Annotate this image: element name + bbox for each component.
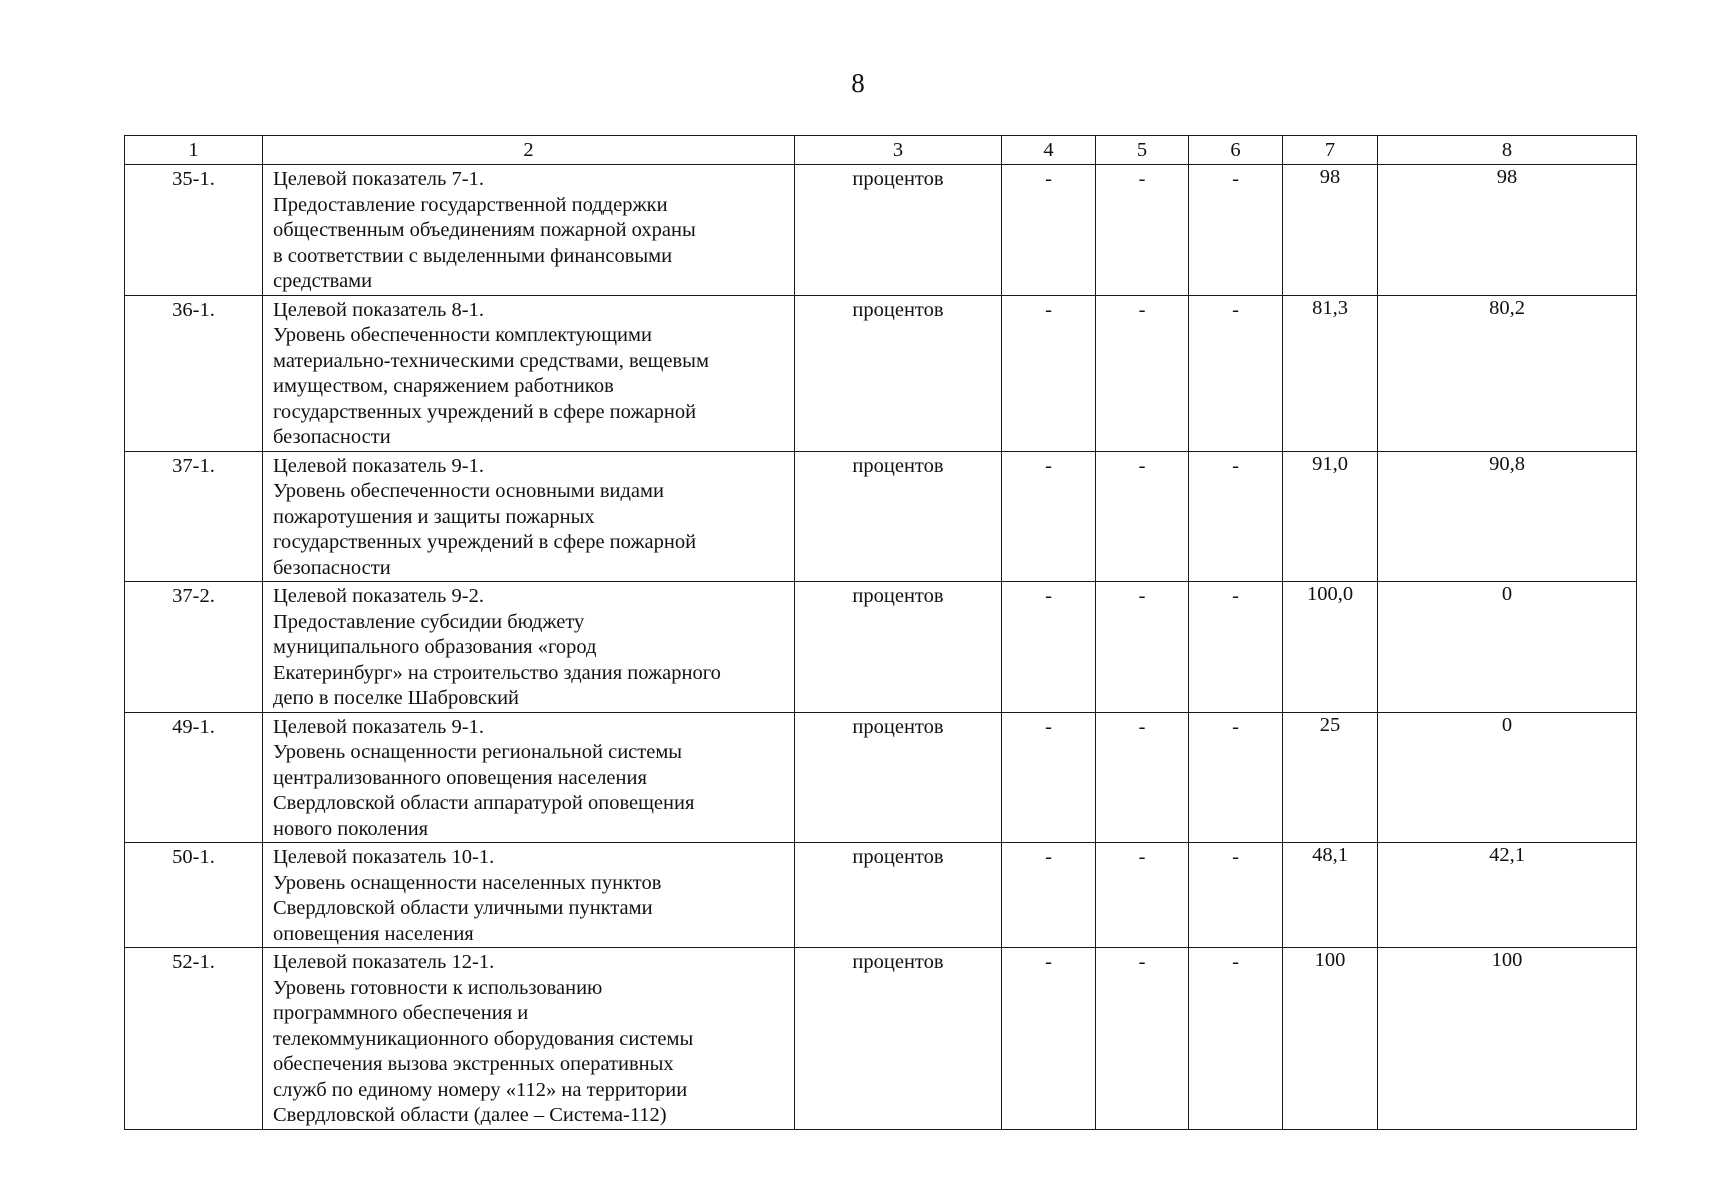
indicator-name-line: служб по единому номеру «112» на территории [273,1078,688,1101]
indicator-name-line: Целевой показатель 9-2. [273,585,484,607]
header-cell: 6 [1189,136,1283,165]
col4-cell: - [1002,712,1096,843]
indicator-name-line: Уровень обеспеченности основными видами [273,480,664,502]
col6-cell: - [1189,295,1283,451]
header-cell: 2 [263,136,795,165]
col7-cell: 100,0 [1283,582,1378,713]
indicator-name-line: депо в поселке Шабровский [273,687,520,709]
table-row [125,451,1637,582]
indicator-name-line: материально-техническими средствами, вещевым [273,349,709,372]
row-number: 52-1. [125,948,263,1130]
row-number: 37-2. [125,582,263,713]
indicator-name [263,712,795,843]
indicator-name-line: Свердловской области уличными пунктами [273,897,653,919]
header-cell: 1 [125,136,263,165]
row-number: 36-1. [125,295,263,451]
unit-cell: процентов [795,165,1002,296]
indicator-name-line: оповещения населения [273,922,474,945]
indicator-name-line: Предоставление государственной поддержки [273,193,668,216]
indicator-name [263,295,795,451]
indicator-name [263,582,795,713]
indicator-name-line: Уровень готовности к использованию [273,976,603,999]
unit-cell: процентов [795,295,1002,451]
table-row [125,165,1637,296]
header-cell: 7 [1283,136,1378,165]
header-cell: 3 [795,136,1002,165]
table-row [125,843,1637,948]
indicator-name-line: Целевой показатель 8-1. [273,298,484,321]
indicator-name-line: государственных учреждений в сфере пожарной [273,400,697,423]
indicator-name-line: программного обеспечения и [273,1002,529,1024]
indicator-name-line: безопасности [273,556,391,579]
indicator-name-line: обеспечения вызова экстренных оперативных [273,1053,674,1075]
col7-cell: 98 [1283,165,1378,296]
row-number: 35-1. [125,165,263,296]
row-number: 49-1. [125,712,263,843]
col7-cell: 48,1 [1283,843,1378,948]
col8-cell: 80,2 [1378,295,1637,451]
col4-cell: - [1002,948,1096,1130]
col7-cell: 81,3 [1283,295,1378,451]
unit-cell: процентов [795,843,1002,948]
col7-cell: 25 [1283,712,1378,843]
indicators-table [124,135,1637,1130]
indicator-name [263,843,795,948]
indicator-name-line: нового поколения [273,817,429,840]
col5-cell: - [1096,843,1189,948]
col8-cell: 0 [1378,582,1637,713]
col6-cell: - [1189,165,1283,296]
page-number: 8 [851,68,865,98]
col4-cell: - [1002,295,1096,451]
unit-cell: процентов [795,451,1002,582]
indicator-name-line: Предоставление субсидии бюджету [273,610,585,633]
indicator-name-line: Уровень обеспеченности комплектующими [273,324,652,346]
col7-cell: 100 [1283,948,1378,1130]
indicator-name-line: муниципального образования «город [273,636,597,658]
indicator-name-line: Уровень оснащенности населенных пунктов [273,871,662,894]
indicator-name-line: централизованного оповещения населения [273,766,647,789]
col8-cell: 90,8 [1378,451,1637,582]
indicator-name-line: телекоммуникационного оборудования системы [273,1027,694,1050]
col6-cell: - [1189,712,1283,843]
indicator-name-line: Целевой показатель 10-1. [273,846,495,868]
col5-cell: - [1096,948,1189,1130]
header-row [125,136,1637,165]
indicator-name-line: Свердловской области (далее – Система-112) [273,1104,667,1126]
table-row [125,295,1637,451]
col6-cell: - [1189,451,1283,582]
col5-cell: - [1096,582,1189,713]
indicator-name [263,451,795,582]
col5-cell: - [1096,712,1189,843]
col5-cell: - [1096,295,1189,451]
indicator-name-line: Уровень оснащенности региональной системы [273,741,683,763]
col8-cell: 0 [1378,712,1637,843]
indicator-name-line: Екатеринбург» на строительство здания пожарного [273,661,721,684]
indicator-name-line: Целевой показатель 7-1. [273,168,484,190]
indicator-name-line: Свердловской области аппаратурой оповещения [273,792,695,814]
indicator-name-line: пожаротушения и защиты пожарных [273,505,595,528]
unit-cell: процентов [795,948,1002,1130]
indicator-name-line: государственных учреждений в сфере пожарной [273,531,697,553]
col5-cell: - [1096,451,1189,582]
col8-cell: 42,1 [1378,843,1637,948]
indicator-name-line: имуществом, снаряжением работников [273,375,614,397]
col8-cell: 100 [1378,948,1637,1130]
header-cell: 4 [1002,136,1096,165]
table-row [125,948,1637,1130]
header-cell: 8 [1378,136,1637,165]
indicator-name [263,948,795,1130]
col4-cell: - [1002,451,1096,582]
row-number: 50-1. [125,843,263,948]
col6-cell: - [1189,843,1283,948]
col6-cell: - [1189,948,1283,1130]
indicator-name [263,165,795,296]
unit-cell: процентов [795,712,1002,843]
indicator-name-line: общественным объединениям пожарной охраны [273,219,696,241]
col6-cell: - [1189,582,1283,713]
indicator-name-line: в соответствии с выделенными финансовыми [273,244,673,267]
unit-cell: процентов [795,582,1002,713]
col4-cell: - [1002,582,1096,713]
indicator-name-line: Целевой показатель 12-1. [273,951,495,973]
col4-cell: - [1002,165,1096,296]
table-row [125,582,1637,713]
table-row [125,712,1637,843]
indicator-name-line: безопасности [273,426,391,448]
indicator-name-line: средствами [273,270,373,292]
col5-cell: - [1096,165,1189,296]
col4-cell: - [1002,843,1096,948]
col7-cell: 91,0 [1283,451,1378,582]
row-number: 37-1. [125,451,263,582]
col8-cell: 98 [1378,165,1637,296]
indicator-name-line: Целевой показатель 9-1. [273,715,484,738]
indicator-name-line: Целевой показатель 9-1. [273,454,484,477]
header-cell: 5 [1096,136,1189,165]
